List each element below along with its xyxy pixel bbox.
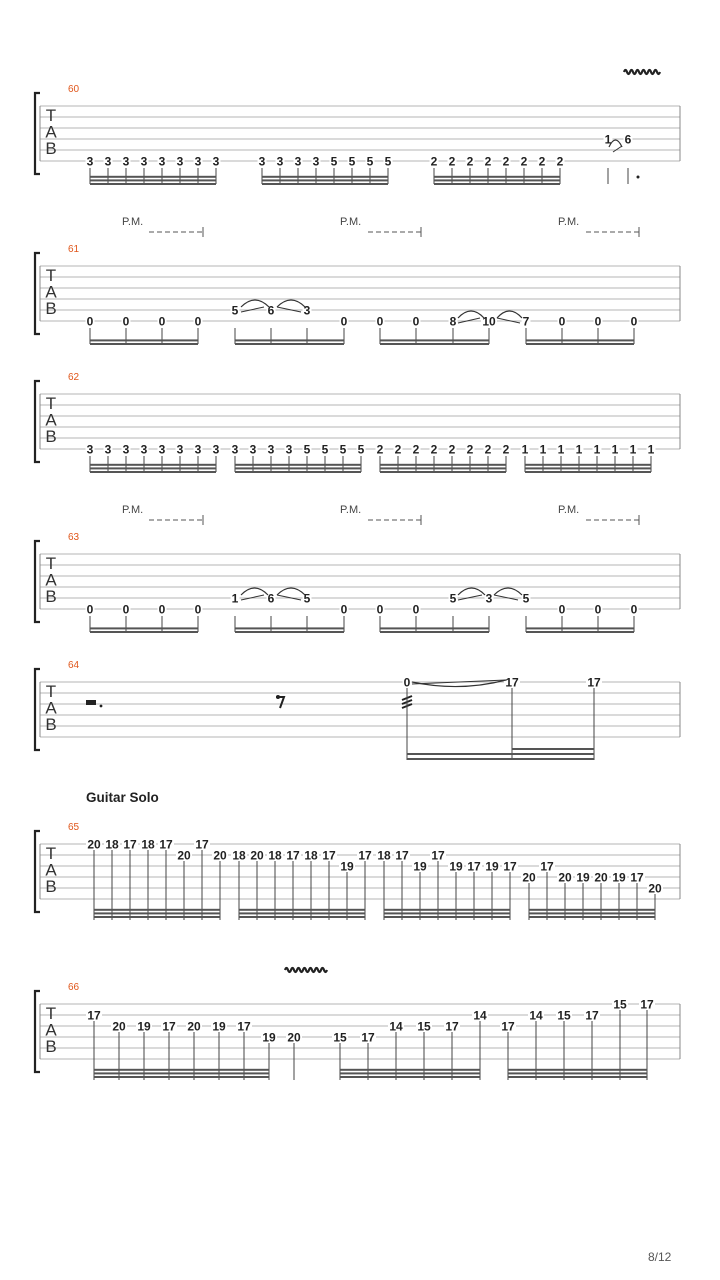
note-beam	[90, 631, 198, 633]
palm-mute-label: P.M.	[558, 504, 580, 516]
system-bracket	[35, 93, 40, 174]
section-label: Guitar Solo	[86, 790, 159, 805]
fret-number: 18	[232, 848, 246, 863]
note-beam	[340, 1076, 480, 1078]
note-beam	[235, 627, 344, 629]
fret-number: 17	[540, 859, 554, 874]
fret-number: 19	[612, 870, 626, 885]
fret-number: 2	[448, 154, 456, 169]
fret-number: 18	[105, 837, 119, 852]
fret-number: 2	[502, 154, 510, 169]
note-beam	[235, 339, 344, 341]
fret-number: 14	[529, 1008, 543, 1023]
palm-mute-label: P.M.	[122, 216, 144, 228]
fret-number: 1	[604, 132, 612, 147]
note-beam	[90, 176, 216, 178]
note-beam	[380, 464, 506, 466]
note-beam	[239, 912, 365, 914]
note-beam	[526, 627, 634, 629]
system-bracket	[35, 669, 40, 750]
fret-number: 17	[195, 837, 209, 852]
fret-number: 20	[558, 870, 572, 885]
bar-number-62: 62	[68, 372, 80, 383]
fret-number: 0	[376, 602, 384, 617]
fret-number: 0	[194, 314, 202, 329]
fret-number: 3	[285, 442, 293, 457]
tab-letter-a: A	[45, 1020, 57, 1040]
bar-number-60: 60	[68, 84, 80, 95]
note-beam	[380, 343, 489, 345]
fret-number: 3	[267, 442, 275, 457]
palm-mute-label: P.M.	[122, 504, 144, 516]
fret-number: 2	[520, 154, 528, 169]
slur-arc	[241, 300, 269, 307]
note-beam	[525, 464, 651, 466]
note-beam	[90, 464, 216, 466]
fret-number: 8	[449, 314, 457, 329]
fret-number: 3	[140, 154, 148, 169]
tab-letter-a: A	[45, 410, 57, 430]
fret-number: 10	[482, 314, 496, 329]
fret-number: 0	[194, 602, 202, 617]
note-beam	[512, 748, 594, 750]
fret-number: 5	[366, 154, 374, 169]
fret-number: 2	[466, 442, 474, 457]
fret-number: 17	[395, 848, 409, 863]
fret-number: 1	[557, 442, 565, 457]
fret-number: 0	[122, 314, 130, 329]
tab-letter-t: T	[45, 554, 57, 573]
slur-arc	[494, 588, 522, 595]
fret-number: 5	[348, 154, 356, 169]
fret-number: 0	[158, 314, 166, 329]
tab-letter-b: B	[45, 715, 57, 734]
note-beam	[90, 627, 198, 629]
note-beam	[526, 343, 634, 345]
fret-number: 17	[505, 675, 519, 690]
fret-number: 0	[403, 675, 411, 690]
fret-number: 17	[286, 848, 300, 863]
fret-number: 18	[141, 837, 155, 852]
system-bracket	[35, 253, 40, 334]
fret-number: 3	[158, 154, 166, 169]
fret-number: 3	[303, 303, 311, 318]
note-beam	[384, 916, 510, 918]
fret-number: 20	[87, 837, 101, 852]
fret-number: 18	[377, 848, 391, 863]
fret-number: 0	[340, 314, 348, 329]
palm-mute-label: P.M.	[340, 216, 362, 228]
note-beam	[90, 179, 216, 181]
fret-number: 20	[187, 1019, 201, 1034]
fret-number: 2	[484, 442, 492, 457]
fret-number: 3	[176, 154, 184, 169]
tab-letter-a: A	[45, 282, 57, 302]
note-beam	[239, 916, 365, 918]
slur-arc	[277, 300, 305, 307]
fret-number: 15	[417, 1019, 431, 1034]
note-beam	[525, 471, 651, 473]
tab-letter-b: B	[45, 427, 57, 446]
note-beam	[380, 627, 489, 629]
note-beam	[94, 916, 220, 918]
fret-number: 5	[522, 591, 530, 606]
fret-number: 17	[358, 848, 372, 863]
fret-number: 17	[445, 1019, 459, 1034]
note-beam	[340, 1069, 480, 1071]
bar-number-63: 63	[68, 532, 80, 543]
fret-number: 5	[303, 442, 311, 457]
fret-number: 0	[412, 314, 420, 329]
slide-line	[613, 146, 622, 152]
system-bracket	[35, 831, 40, 912]
page-number: 8/12	[648, 1250, 672, 1264]
fret-number: 17	[159, 837, 173, 852]
fret-number: 19	[137, 1019, 151, 1034]
note-beam	[384, 912, 510, 914]
bar-number-61: 61	[68, 244, 80, 255]
fret-number: 20	[287, 1030, 301, 1045]
fret-number: 19	[212, 1019, 226, 1034]
fret-number: 15	[333, 1030, 347, 1045]
note-beam	[380, 631, 489, 633]
fret-number: 0	[86, 314, 94, 329]
fret-number: 20	[177, 848, 191, 863]
note-beam	[434, 176, 560, 178]
fret-number: 6	[624, 132, 632, 147]
tab-letter-t: T	[45, 844, 57, 863]
note-beam	[94, 1069, 269, 1071]
tab-letter-b: B	[45, 587, 57, 606]
note-beam	[94, 1076, 269, 1078]
fret-number: 17	[361, 1030, 375, 1045]
fret-number: 3	[194, 154, 202, 169]
fret-number: 0	[630, 314, 638, 329]
note-beam	[235, 464, 361, 466]
note-beam	[90, 467, 216, 469]
fret-number: 17	[467, 859, 481, 874]
fret-number: 2	[538, 154, 546, 169]
fret-number: 3	[258, 154, 266, 169]
fret-number: 0	[376, 314, 384, 329]
fret-number: 17	[587, 675, 601, 690]
note-beam	[529, 909, 655, 911]
fret-number: 2	[412, 442, 420, 457]
fret-number: 19	[262, 1030, 276, 1045]
fret-number: 3	[312, 154, 320, 169]
note-beam	[340, 1072, 480, 1074]
fret-number: 17	[87, 1008, 101, 1023]
tab-letter-t: T	[45, 1004, 57, 1023]
tab-letter-b: B	[45, 1037, 57, 1056]
fret-number: 5	[231, 303, 239, 318]
fret-number: 20	[522, 870, 536, 885]
fret-number: 0	[594, 314, 602, 329]
note-beam	[526, 631, 634, 633]
fret-number: 3	[122, 154, 130, 169]
tab-letter-t: T	[45, 682, 57, 701]
note-beam	[407, 753, 594, 755]
fret-number: 20	[648, 881, 662, 896]
tab-letter-b: B	[45, 139, 57, 158]
fret-number: 17	[123, 837, 137, 852]
fret-number: 0	[340, 602, 348, 617]
fret-number: 19	[413, 859, 427, 874]
fret-number: 17	[431, 848, 445, 863]
fret-number: 3	[140, 442, 148, 457]
note-beam	[235, 467, 361, 469]
note-beam	[239, 909, 365, 911]
slur-arc	[277, 588, 305, 595]
palm-mute-label: P.M.	[558, 216, 580, 228]
fret-number: 15	[557, 1008, 571, 1023]
fret-number: 17	[322, 848, 336, 863]
fret-number: 19	[485, 859, 499, 874]
system-bracket	[35, 991, 40, 1072]
fret-number: 2	[466, 154, 474, 169]
fret-number: 20	[213, 848, 227, 863]
vibrato-mark	[624, 70, 660, 74]
note-beam	[508, 1072, 647, 1074]
fret-number: 20	[112, 1019, 126, 1034]
fret-number: 0	[412, 602, 420, 617]
fret-number: 1	[593, 442, 601, 457]
note-beam	[235, 343, 344, 345]
tab-letter-t: T	[45, 266, 57, 285]
fret-number: 5	[449, 591, 457, 606]
fret-number: 19	[340, 859, 354, 874]
fret-number: 2	[556, 154, 564, 169]
note-beam	[508, 1076, 647, 1078]
fret-number: 3	[176, 442, 184, 457]
fret-number: 5	[330, 154, 338, 169]
fret-number: 2	[394, 442, 402, 457]
note-beam	[94, 1072, 269, 1074]
note-beam	[526, 339, 634, 341]
fret-number: 14	[473, 1008, 487, 1023]
system-bracket	[35, 541, 40, 622]
fret-number: 1	[647, 442, 655, 457]
note-beam	[94, 912, 220, 914]
note-beam	[262, 176, 388, 178]
fret-number: 20	[594, 870, 608, 885]
fret-number: 2	[448, 442, 456, 457]
fret-number: 0	[558, 602, 566, 617]
fret-number: 5	[384, 154, 392, 169]
tab-letter-a: A	[45, 860, 57, 880]
fret-number: 1	[521, 442, 529, 457]
fret-number: 6	[267, 591, 275, 606]
fret-number: 2	[484, 154, 492, 169]
fret-number: 0	[122, 602, 130, 617]
half-rest	[86, 700, 96, 705]
fret-number: 6	[267, 303, 275, 318]
fret-number: 15	[613, 997, 627, 1012]
bar-number-66: 66	[68, 982, 80, 993]
bar-number-65: 65	[68, 822, 80, 833]
fret-number: 2	[430, 442, 438, 457]
fret-number: 5	[303, 591, 311, 606]
tab-letter-a: A	[45, 698, 57, 718]
fret-number: 20	[250, 848, 264, 863]
fret-number: 19	[576, 870, 590, 885]
note-beam	[90, 183, 216, 185]
fret-number: 18	[268, 848, 282, 863]
fret-number: 1	[629, 442, 637, 457]
fret-number: 0	[594, 602, 602, 617]
note-beam	[94, 909, 220, 911]
fret-number: 3	[158, 442, 166, 457]
fret-number: 3	[276, 154, 284, 169]
fret-number: 17	[640, 997, 654, 1012]
fret-number: 5	[321, 442, 329, 457]
fret-number: 3	[249, 442, 257, 457]
dot	[637, 176, 640, 179]
note-beam	[380, 467, 506, 469]
fret-number: 1	[575, 442, 583, 457]
fret-number: 1	[231, 591, 239, 606]
fret-number: 14	[389, 1019, 403, 1034]
fret-number: 19	[449, 859, 463, 874]
note-beam	[384, 909, 510, 911]
fret-number: 7	[522, 314, 530, 329]
fret-number: 3	[294, 154, 302, 169]
tab-letter-b: B	[45, 877, 57, 896]
slur-arc	[497, 311, 522, 318]
tab-letter-t: T	[45, 106, 57, 125]
fret-number: 1	[539, 442, 547, 457]
fret-number: 17	[501, 1019, 515, 1034]
fret-number: 3	[86, 154, 94, 169]
tab-letter-a: A	[45, 570, 57, 590]
bar-number-64: 64	[68, 660, 80, 671]
note-beam	[434, 183, 560, 185]
fret-number: 3	[194, 442, 202, 457]
fret-number: 3	[122, 442, 130, 457]
slur-arc	[458, 311, 484, 318]
fret-number: 3	[104, 442, 112, 457]
tab-letter-b: B	[45, 299, 57, 318]
fret-number: 5	[339, 442, 347, 457]
slur-arc	[458, 588, 485, 595]
note-beam	[380, 471, 506, 473]
fret-number: 17	[162, 1019, 176, 1034]
fret-number: 2	[376, 442, 384, 457]
note-beam	[90, 343, 198, 345]
fret-number: 3	[485, 591, 493, 606]
note-beam	[235, 631, 344, 633]
fret-number: 1	[611, 442, 619, 457]
note-beam	[235, 471, 361, 473]
fret-number: 17	[585, 1008, 599, 1023]
note-beam	[407, 758, 594, 760]
dot	[100, 705, 103, 708]
note-beam	[262, 183, 388, 185]
fret-number: 5	[357, 442, 365, 457]
system-bracket	[35, 381, 40, 462]
fret-number: 17	[503, 859, 517, 874]
fret-number: 3	[86, 442, 94, 457]
vibrato-mark	[285, 968, 327, 972]
fret-number: 0	[558, 314, 566, 329]
note-beam	[90, 471, 216, 473]
fret-number: 2	[430, 154, 438, 169]
note-beam	[525, 467, 651, 469]
fret-number: 18	[304, 848, 318, 863]
note-beam	[380, 339, 489, 341]
palm-mute-label: P.M.	[340, 504, 362, 516]
fret-number: 0	[86, 602, 94, 617]
note-beam	[262, 179, 388, 181]
fret-number: 3	[104, 154, 112, 169]
eighth-rest-dot	[276, 695, 280, 699]
tab-letter-a: A	[45, 122, 57, 142]
fret-number: 2	[502, 442, 510, 457]
fret-number: 0	[630, 602, 638, 617]
fret-number: 0	[158, 602, 166, 617]
note-beam	[90, 339, 198, 341]
tab-letter-t: T	[45, 394, 57, 413]
note-beam	[529, 912, 655, 914]
slur-arc	[241, 588, 268, 595]
fret-number: 3	[212, 442, 220, 457]
fret-number: 3	[212, 154, 220, 169]
note-beam	[434, 179, 560, 181]
fret-number: 17	[237, 1019, 251, 1034]
note-beam	[508, 1069, 647, 1071]
note-beam	[529, 916, 655, 918]
fret-number: 3	[231, 442, 239, 457]
fret-number: 17	[630, 870, 644, 885]
